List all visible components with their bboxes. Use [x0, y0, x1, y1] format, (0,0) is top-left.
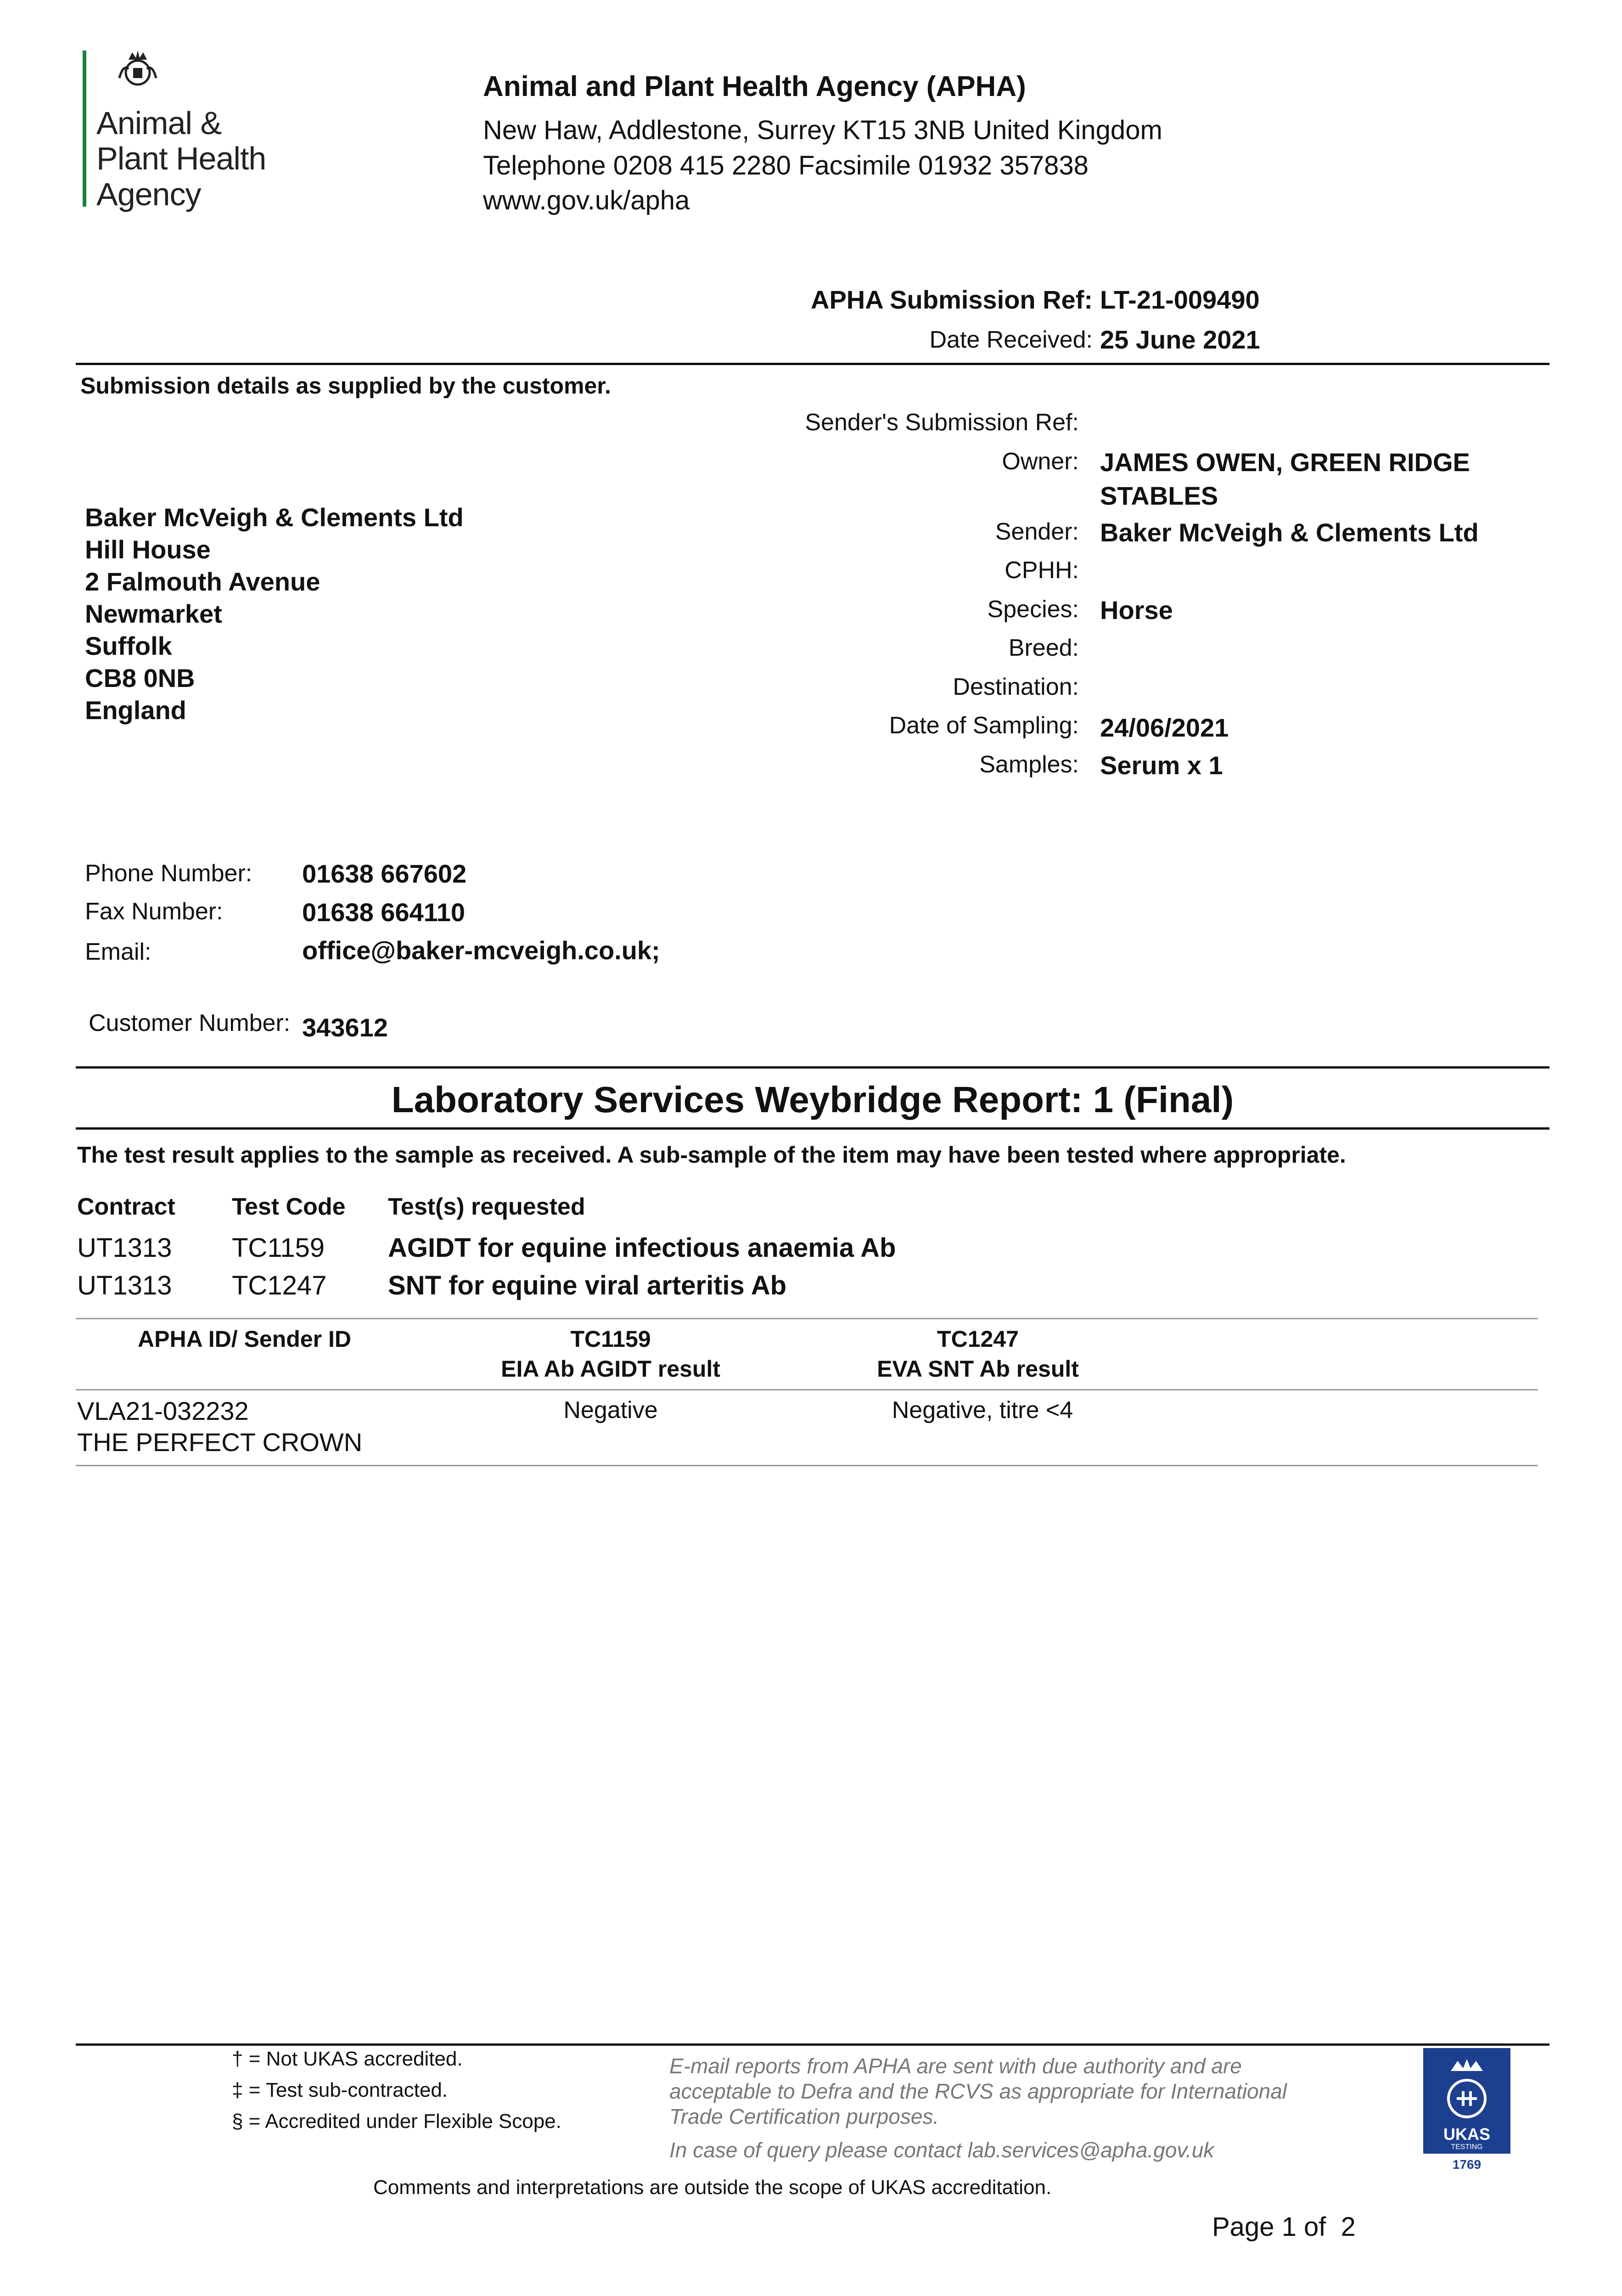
result-t2: Negative, titre <4 [892, 1397, 1073, 1424]
agency-name: Animal and Plant Health Agency (APHA) [483, 71, 1026, 102]
tests-header-code: Test Code [232, 1193, 346, 1220]
samples-value: Serum x 1 [1100, 751, 1223, 780]
results-header-rule [76, 1389, 1538, 1390]
breed-label: Breed: [1008, 635, 1079, 661]
logo-line-2: Plant Health [96, 141, 266, 176]
owner-value-1: JAMES OWEN, GREEN RIDGE [1100, 448, 1470, 477]
sender-value: Baker McVeigh & Clements Ltd [1100, 518, 1479, 547]
query-note[interactable]: In case of query please contact lab.services@apha.gov.uk [669, 2138, 1214, 2162]
owner-label: Owner: [1002, 448, 1079, 475]
ukas-comments-note: Comments and interpretations are outside the scope of UKAS accreditation. [373, 2176, 1052, 2199]
address-line-7: England [85, 696, 186, 725]
address-line-2: Hill House [85, 535, 211, 564]
report-top-rule [76, 1066, 1549, 1069]
date-of-sampling-value: 24/06/2021 [1100, 713, 1229, 742]
test-row-2-contract: UT1313 [77, 1271, 172, 1300]
email-value[interactable]: office@baker-mcveigh.co.uk; [302, 936, 660, 965]
tests-header-requested: Test(s) requested [388, 1193, 585, 1220]
agency-address: New Haw, Addlestone, Surrey KT15 3NB United Kingdom [483, 115, 1162, 145]
email-label: Email: [85, 939, 152, 965]
ukas-sub-label: TESTING [1451, 2143, 1483, 2151]
owner-value-2: STABLES [1100, 481, 1218, 510]
fax-number-value: 01638 664110 [302, 898, 466, 927]
test-row-1-code: TC1159 [232, 1233, 325, 1263]
agency-website[interactable]: www.gov.uk/apha [483, 186, 690, 215]
submission-ref-value: LT-21-009490 [1100, 285, 1260, 314]
address-line-1: Baker McVeigh & Clements Ltd [85, 503, 464, 532]
phone-number-value: 01638 667602 [302, 859, 467, 888]
ukas-crown-icon [1439, 2057, 1494, 2122]
email-note-line-2: acceptable to Defra and the RCVS as appropriate for International [669, 2079, 1287, 2103]
legend-not-accredited: † = Not UKAS accredited. [232, 2048, 463, 2070]
tests-header-contract: Contract [77, 1193, 175, 1220]
result-t1: Negative [563, 1397, 658, 1424]
test-row-2-code: TC1247 [232, 1271, 327, 1300]
report-bottom-rule [76, 1127, 1549, 1130]
test-row-1-name: AGIDT for equine infectious anaemia Ab [388, 1233, 896, 1263]
test-row-2-name: SNT for equine viral arteritis Ab [388, 1271, 787, 1300]
address-line-4: Newmarket [85, 599, 222, 628]
logo-accent-bar [83, 51, 86, 207]
results-header-id: APHA ID/ Sender ID [138, 1326, 351, 1352]
ukas-badge [1423, 2048, 1510, 2177]
submission-ref-label: APHA Submission Ref: [811, 285, 1093, 314]
destination-label: Destination: [953, 674, 1079, 700]
email-note-line-1: E-mail reports from APHA are sent with due authority and are [669, 2054, 1242, 2078]
results-bottom-rule [76, 1465, 1538, 1466]
agency-phone-fax: Telephone 0208 415 2280 Facsimile 01932 357838 [483, 151, 1089, 180]
ukas-label: UKAS [1443, 2125, 1490, 2144]
results-top-rule [76, 1318, 1538, 1319]
cphh-label: CPHH: [1005, 557, 1079, 584]
header-divider [76, 363, 1549, 365]
email-note-line-3: Trade Certification purposes. [669, 2105, 939, 2128]
report-note: The test result applies to the sample as received. A sub-sample of the item may have been tested where appropriate. [77, 1142, 1346, 1168]
legend-sub-contracted: ‡ = Test sub-contracted. [232, 2079, 448, 2101]
address-line-3: 2 Falmouth Avenue [85, 567, 320, 596]
phone-number-label: Phone Number: [85, 860, 253, 887]
sender-label: Sender: [995, 518, 1079, 545]
address-line-5: Suffolk [85, 631, 172, 660]
result-sender-id: THE PERFECT CROWN [77, 1428, 363, 1457]
report-title: Laboratory Services Weybridge Report: 1 (Final) [391, 1079, 1234, 1120]
page-number: Page 1 of 2 [1212, 2212, 1356, 2242]
result-apha-id: VLA21-032232 [77, 1396, 249, 1425]
results-header-t1-name: EIA Ab AGIDT result [501, 1356, 720, 1382]
results-header-t1-code: TC1159 [570, 1326, 651, 1352]
senders-ref-label: Sender's Submission Ref: [805, 409, 1079, 436]
ukas-number: 1769 [1452, 2157, 1482, 2172]
date-received-value: 25 June 2021 [1100, 325, 1260, 354]
date-of-sampling-label: Date of Sampling: [889, 712, 1079, 739]
results-header-t2-code: TC1247 [937, 1326, 1019, 1352]
submission-details-heading: Submission details as supplied by the customer. [80, 373, 611, 398]
results-header-t2-name: EVA SNT Ab result [877, 1356, 1079, 1382]
legend-flexible-scope: § = Accredited under Flexible Scope. [232, 2110, 561, 2133]
logo-line-1: Animal & [96, 105, 222, 141]
royal-crest-icon [115, 46, 161, 92]
species-value: Horse [1100, 596, 1173, 625]
customer-number-label: Customer Number: [89, 1010, 291, 1036]
customer-number-value: 343612 [302, 1013, 388, 1042]
test-row-1-contract: UT1313 [77, 1233, 172, 1263]
species-label: Species: [987, 596, 1079, 623]
address-line-6: CB8 0NB [85, 664, 195, 692]
logo-line-3: Agency [96, 176, 201, 212]
samples-label: Samples: [979, 751, 1079, 778]
fax-number-label: Fax Number: [85, 898, 223, 925]
date-received-label: Date Received: [929, 326, 1093, 353]
